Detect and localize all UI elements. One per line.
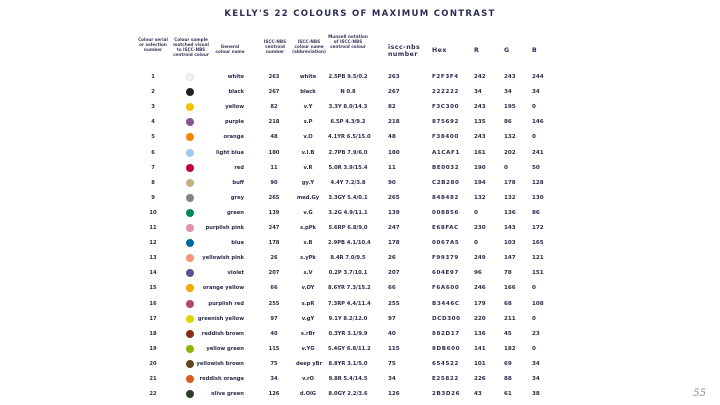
iscc-nbs-number: 180 <box>388 149 400 156</box>
general-colour-name: light blue <box>216 149 244 156</box>
general-colour-name: olive green <box>211 391 244 398</box>
munsell-notation: 8.4R 7.0/9.5 <box>330 255 366 262</box>
hex-value: 8DB600 <box>432 345 461 352</box>
general-colour-name: black <box>228 89 244 96</box>
red-value: 226 <box>474 376 486 382</box>
colour-sample-wrap <box>186 239 194 247</box>
red-value: 0 <box>474 209 478 216</box>
iscc-name-abbreviation: s.V <box>303 270 313 277</box>
iscc-nbs-number: 126 <box>388 391 400 398</box>
general-colour-name: red <box>234 164 244 171</box>
serial-number: 6 <box>151 149 155 156</box>
green-value: 45 <box>504 330 512 337</box>
hex-value: 654522 <box>432 360 459 367</box>
iscc-centroid-number: 11 <box>270 164 278 171</box>
hex-value: B3446C <box>432 300 460 307</box>
munsell-notation: 6.5P 4.3/9.2 <box>330 119 366 126</box>
colour-sample-swatch <box>186 239 194 247</box>
iscc-name-abbreviation: s.pPk <box>299 225 317 231</box>
iscc-centroid-number: 90 <box>270 179 278 186</box>
green-value: 86 <box>504 119 512 126</box>
header-r: R <box>474 47 480 54</box>
green-value: 69 <box>504 360 512 367</box>
red-value: 43 <box>474 391 482 398</box>
hex-value: 2B3D26 <box>432 391 461 398</box>
iscc-nbs-number: 218 <box>388 119 400 126</box>
munsell-notation: 3.3GY 5.4/0.1 <box>328 194 368 201</box>
colour-sample-wrap <box>186 284 194 292</box>
colour-sample-wrap <box>186 73 194 81</box>
red-value: 230 <box>474 225 486 231</box>
iscc-name-abbreviation: d.OlG <box>299 391 317 398</box>
green-value: 132 <box>504 134 516 141</box>
general-colour-name: greenish yellow <box>197 315 244 322</box>
red-value: 136 <box>474 330 486 337</box>
blue-value: 0 <box>532 134 536 141</box>
colour-sample-wrap <box>186 300 194 308</box>
blue-value: 165 <box>532 240 544 247</box>
header-serial: Colour serial or selection number <box>138 37 168 52</box>
serial-number: 11 <box>149 225 157 231</box>
colour-sample-swatch <box>186 330 194 338</box>
blue-value: 146 <box>532 119 544 126</box>
green-value: 78 <box>504 270 512 277</box>
blue-value: 151 <box>532 270 544 277</box>
iscc-name-abbreviation: med.Gy <box>296 194 320 201</box>
general-colour-name: purplish pink <box>205 225 244 231</box>
iscc-name-abbreviation: v.rO <box>302 376 314 382</box>
hex-value: 882D17 <box>432 330 460 337</box>
colour-sample-swatch <box>186 149 194 157</box>
colour-sample-swatch <box>186 390 194 398</box>
blue-value: 0 <box>532 345 536 352</box>
general-colour-name: orange <box>223 134 244 141</box>
munsell-notation: 2.5PB 9.5/0.2 <box>328 74 368 80</box>
colour-sample-wrap <box>186 103 194 111</box>
red-value: 220 <box>474 315 486 322</box>
table-row <box>0 237 720 249</box>
munsell-notation: 2.7PB 7.9/6.0 <box>328 149 368 156</box>
red-value: 34 <box>474 89 482 96</box>
hex-value: A1CAF1 <box>432 149 460 156</box>
header-hex: Hex <box>432 47 447 54</box>
table-row <box>0 328 720 340</box>
table-row <box>0 388 720 400</box>
munsell-notation: 8.0GY 2.2/3.6 <box>328 391 368 398</box>
colour-sample-wrap <box>186 133 194 141</box>
header-iscc-number: ISCC-NBS centroid number <box>263 39 287 54</box>
iscc-name-abbreviation: s.pR <box>301 300 315 307</box>
general-colour-name: purplish red <box>208 300 244 307</box>
hex-value: 604E97 <box>432 270 459 277</box>
hex-value: BE0032 <box>432 164 460 171</box>
hex-value: F2F3F4 <box>432 74 459 80</box>
table-row <box>0 162 720 174</box>
blue-value: 130 <box>532 194 544 201</box>
iscc-centroid-number: 40 <box>270 330 278 337</box>
table-row <box>0 343 720 355</box>
serial-number: 9 <box>151 194 155 201</box>
green-value: 136 <box>504 209 516 216</box>
iscc-nbs-number: 26 <box>388 255 396 262</box>
iscc-nbs-number: 82 <box>388 104 396 111</box>
green-value: 182 <box>504 345 516 352</box>
hex-value: F3C300 <box>432 104 460 111</box>
blue-value: 0 <box>532 104 536 111</box>
iscc-centroid-number: 66 <box>270 285 278 292</box>
serial-number: 1 <box>151 74 155 80</box>
serial-number: 5 <box>151 134 155 141</box>
colour-sample-swatch <box>186 133 194 141</box>
iscc-nbs-number: 48 <box>388 134 396 141</box>
blue-value: 34 <box>532 360 540 367</box>
colour-sample-wrap <box>186 164 194 172</box>
colour-sample-swatch <box>186 375 194 383</box>
header-b: B <box>532 47 538 54</box>
munsell-notation: 8.8YR 3.1/5.0 <box>328 360 368 367</box>
red-value: 135 <box>474 119 486 126</box>
colour-sample-swatch <box>186 269 194 277</box>
serial-number: 18 <box>149 330 157 337</box>
blue-value: 241 <box>532 149 544 156</box>
table-row <box>0 101 720 113</box>
iscc-centroid-number: 82 <box>270 104 278 111</box>
serial-number: 15 <box>149 285 157 292</box>
blue-value: 0 <box>532 315 536 322</box>
munsell-notation: 3.3Y 8.0/14.3 <box>328 104 368 111</box>
iscc-name-abbreviation: v.l.B <box>301 149 315 156</box>
blue-value: 108 <box>532 300 544 307</box>
iscc-nbs-number: 75 <box>388 360 396 367</box>
iscc-nbs-number: 255 <box>388 300 400 307</box>
iscc-nbs-number: 34 <box>388 376 396 382</box>
colour-sample-wrap <box>186 254 194 262</box>
hex-value: C2B280 <box>432 179 460 186</box>
serial-number: 8 <box>151 179 155 186</box>
blue-value: 244 <box>532 74 544 80</box>
iscc-centroid-number: 48 <box>270 134 278 141</box>
serial-number: 10 <box>149 209 157 216</box>
iscc-name-abbreviation: v.Y <box>303 104 313 111</box>
colour-sample-wrap <box>186 375 194 383</box>
iscc-name-abbreviation: white <box>299 74 317 80</box>
blue-value: 172 <box>532 225 544 231</box>
colour-sample-wrap <box>186 390 194 398</box>
table-row <box>0 147 720 159</box>
iscc-nbs-number: 11 <box>388 164 396 171</box>
iscc-centroid-number: 263 <box>268 74 280 80</box>
general-colour-name: violet <box>227 270 244 277</box>
red-value: 96 <box>474 270 482 277</box>
red-value: 141 <box>474 345 486 352</box>
iscc-name-abbreviation: s.P <box>303 119 313 126</box>
blue-value: 34 <box>532 376 540 382</box>
iscc-nbs-number: 66 <box>388 285 396 292</box>
colour-sample-wrap <box>186 209 194 217</box>
colour-sample-swatch <box>186 360 194 368</box>
colour-sample-wrap <box>186 224 194 232</box>
iscc-name-abbreviation: v.O <box>303 134 313 141</box>
green-value: 147 <box>504 255 516 262</box>
red-value: 0 <box>474 240 478 247</box>
table-row <box>0 252 720 264</box>
iscc-centroid-number: 34 <box>270 376 278 382</box>
colour-sample-swatch <box>186 284 194 292</box>
header-g: G <box>504 47 510 54</box>
hex-value: F38400 <box>432 134 459 141</box>
green-value: 103 <box>504 240 516 247</box>
green-value: 0 <box>504 164 508 171</box>
colour-sample-swatch <box>186 103 194 111</box>
table-row <box>0 177 720 189</box>
general-colour-name: reddish orange <box>199 376 244 382</box>
iscc-nbs-number: 40 <box>388 330 396 337</box>
table-row <box>0 86 720 98</box>
iscc-centroid-number: 247 <box>268 225 280 231</box>
red-value: 132 <box>474 194 486 201</box>
munsell-notation: 0.3YR 3.1/9.9 <box>328 330 368 337</box>
iscc-centroid-number: 255 <box>268 300 280 307</box>
green-value: 34 <box>504 89 512 96</box>
red-value: 101 <box>474 360 486 367</box>
iscc-nbs-number: 178 <box>388 240 400 247</box>
blue-value: 0 <box>532 285 536 292</box>
general-colour-name: yellowish pink <box>202 255 244 262</box>
table-row <box>0 313 720 325</box>
table-row <box>0 298 720 310</box>
hex-value: E68FAC <box>432 225 459 231</box>
general-colour-name: orange yellow <box>202 285 244 292</box>
iscc-name-abbreviation: s.B <box>303 240 313 247</box>
munsell-notation: 4.4Y 7.2/3.8 <box>330 179 366 186</box>
header-sample: Colour sample matched visual to ISCC-NBS centroid colour <box>173 37 209 57</box>
iscc-nbs-number: 247 <box>388 225 400 231</box>
iscc-nbs-number: 139 <box>388 209 400 216</box>
hex-value: F99379 <box>432 255 459 262</box>
red-value: 161 <box>474 149 486 156</box>
serial-number: 2 <box>151 89 155 96</box>
iscc-name-abbreviation: v.OY <box>301 285 315 292</box>
colour-sample-swatch <box>186 164 194 172</box>
general-colour-name: blue <box>231 240 244 247</box>
serial-number: 20 <box>149 360 157 367</box>
iscc-name-abbreviation: v.gY <box>301 315 315 322</box>
iscc-nbs-number: 265 <box>388 194 400 201</box>
iscc-centroid-number: 75 <box>270 360 278 367</box>
green-value: 132 <box>504 194 516 201</box>
red-value: 194 <box>474 179 486 186</box>
hex-value: 008856 <box>432 209 459 216</box>
iscc-centroid-number: 178 <box>268 240 280 247</box>
munsell-notation: 8.6YR 7.3/15.2 <box>328 285 371 292</box>
serial-number: 19 <box>149 345 157 352</box>
blue-value: 34 <box>532 89 540 96</box>
iscc-centroid-number: 218 <box>268 119 280 126</box>
colour-sample-wrap <box>186 345 194 353</box>
iscc-name-abbreviation: s.yPk <box>300 255 316 262</box>
munsell-notation: N 0.8 <box>340 89 356 96</box>
munsell-notation: 3.2G 4.9/11.1 <box>328 209 368 216</box>
iscc-centroid-number: 26 <box>270 255 278 262</box>
general-colour-name: reddish brown <box>201 330 244 337</box>
colour-sample-wrap <box>186 269 194 277</box>
colour-sample-wrap <box>186 118 194 126</box>
serial-number: 22 <box>149 391 157 398</box>
iscc-nbs-number: 90 <box>388 179 396 186</box>
serial-number: 14 <box>149 270 157 277</box>
green-value: 178 <box>504 179 516 186</box>
green-value: 243 <box>504 74 516 80</box>
table-row <box>0 222 720 234</box>
colour-sample-swatch <box>186 88 194 96</box>
blue-value: 23 <box>532 330 540 337</box>
colour-sample-wrap <box>186 179 194 187</box>
green-value: 143 <box>504 225 516 231</box>
iscc-nbs-number: 267 <box>388 89 400 96</box>
blue-value: 121 <box>532 255 544 262</box>
iscc-centroid-number: 265 <box>268 194 280 201</box>
header-munsell: Munsell notation of ISCC-NBS centroid colour <box>328 34 368 49</box>
header-general: General colour name <box>215 44 245 54</box>
serial-number: 13 <box>149 255 157 262</box>
red-value: 242 <box>474 74 486 80</box>
table-row <box>0 116 720 128</box>
colour-sample-swatch <box>186 118 194 126</box>
iscc-centroid-number: 97 <box>270 315 278 322</box>
iscc-name-abbreviation: gy.Y <box>301 179 315 186</box>
iscc-name-abbreviation: s.rBr <box>300 330 316 337</box>
green-value: 202 <box>504 149 516 156</box>
green-value: 61 <box>504 391 512 398</box>
general-colour-name: buff <box>232 179 244 186</box>
colour-sample-wrap <box>186 330 194 338</box>
munsell-notation: 5.6RP 6.8/9.0 <box>328 225 368 231</box>
blue-value: 86 <box>532 209 540 216</box>
iscc-nbs-number: 263 <box>388 74 400 80</box>
colour-sample-swatch <box>186 179 194 187</box>
green-value: 68 <box>504 300 512 307</box>
colour-sample-swatch <box>186 194 194 202</box>
iscc-name-abbreviation: v.G <box>303 209 313 216</box>
iscc-centroid-number: 139 <box>268 209 280 216</box>
general-colour-name: yellowish brown <box>196 360 244 367</box>
hex-value: DCD300 <box>432 315 461 322</box>
page-number: 55 <box>693 388 706 399</box>
iscc-centroid-number: 267 <box>268 89 280 96</box>
iscc-centroid-number: 115 <box>268 345 280 352</box>
general-colour-name: grey <box>230 194 244 201</box>
general-colour-name: yellow green <box>206 345 244 352</box>
serial-number: 12 <box>149 240 157 247</box>
iscc-name-abbreviation: black <box>300 89 316 96</box>
colour-sample-swatch <box>186 315 194 323</box>
green-value: 166 <box>504 285 516 292</box>
serial-number: 4 <box>151 119 155 126</box>
munsell-notation: 7.3RP 4.4/11.4 <box>328 300 371 307</box>
colour-sample-wrap <box>186 149 194 157</box>
colour-sample-swatch <box>186 209 194 217</box>
colour-sample-wrap <box>186 315 194 323</box>
serial-number: 21 <box>149 376 157 382</box>
general-colour-name: white <box>227 74 244 80</box>
general-colour-name: green <box>226 209 244 216</box>
green-value: 195 <box>504 104 516 111</box>
munsell-notation: 2.9PB 4.1/10.4 <box>328 240 371 247</box>
munsell-notation: 9.1Y 8.2/12.0 <box>328 315 368 322</box>
colour-sample-swatch <box>186 254 194 262</box>
colour-sample-wrap <box>186 194 194 202</box>
colour-sample-swatch <box>186 224 194 232</box>
iscc-name-abbreviation: deep yBr <box>296 360 323 367</box>
blue-value: 128 <box>532 179 544 186</box>
colour-sample-swatch <box>186 345 194 353</box>
table-row <box>0 282 720 294</box>
table-row <box>0 71 720 83</box>
table-row <box>0 192 720 204</box>
general-colour-name: purple <box>225 119 244 126</box>
table-row <box>0 207 720 219</box>
munsell-notation: 5.4GY 6.8/11.2 <box>328 345 371 352</box>
serial-number: 17 <box>149 315 157 322</box>
blue-value: 50 <box>532 164 540 171</box>
iscc-name-abbreviation: v.YG <box>301 345 315 352</box>
iscc-nbs-number: 207 <box>388 270 400 277</box>
red-value: 246 <box>474 285 486 292</box>
colour-sample-swatch <box>186 73 194 81</box>
munsell-notation: 9.8R 5.4/14.5 <box>328 376 368 382</box>
iscc-name-abbreviation: v.R <box>303 164 313 171</box>
red-value: 249 <box>474 255 486 262</box>
iscc-centroid-number: 180 <box>268 149 280 156</box>
red-value: 243 <box>474 134 486 141</box>
iscc-nbs-number: 115 <box>388 345 400 352</box>
munsell-notation: 5.0R 3.9/15.4 <box>328 164 368 171</box>
page-title: KELLY'S 22 COLOURS OF MAXIMUM CONTRAST <box>224 9 496 19</box>
table-row <box>0 358 720 370</box>
munsell-notation: 0.2P 3.7/10.1 <box>328 270 368 277</box>
hex-value: 875692 <box>432 119 459 126</box>
table-row <box>0 131 720 143</box>
serial-number: 7 <box>151 164 155 171</box>
colour-sample-wrap <box>186 88 194 96</box>
hex-value: 848482 <box>432 194 459 201</box>
iscc-centroid-number: 126 <box>268 391 280 398</box>
hex-value: F6A600 <box>432 285 460 292</box>
red-value: 190 <box>474 164 486 171</box>
serial-number: 3 <box>151 104 155 111</box>
hex-value: 0067A5 <box>432 240 460 247</box>
iscc-nbs-number: 97 <box>388 315 396 322</box>
header-iscc-abbr: ISCC-NBS colour name (abbreviation) <box>292 39 326 54</box>
general-colour-name: yellow <box>225 104 244 111</box>
hex-value: E25822 <box>432 376 459 382</box>
red-value: 179 <box>474 300 486 307</box>
table-row <box>0 373 720 385</box>
green-value: 211 <box>504 315 516 322</box>
blue-value: 38 <box>532 391 540 398</box>
green-value: 88 <box>504 376 512 382</box>
colour-sample-swatch <box>186 300 194 308</box>
iscc-centroid-number: 207 <box>268 270 280 277</box>
header-iscc-nbs-number: iscc-nbs number <box>388 44 421 58</box>
munsell-notation: 4.1YR 6.5/15.0 <box>328 134 371 141</box>
colour-sample-wrap <box>186 360 194 368</box>
table-row <box>0 267 720 279</box>
red-value: 243 <box>474 104 486 111</box>
hex-value: 222222 <box>432 89 459 96</box>
serial-number: 16 <box>149 300 157 307</box>
